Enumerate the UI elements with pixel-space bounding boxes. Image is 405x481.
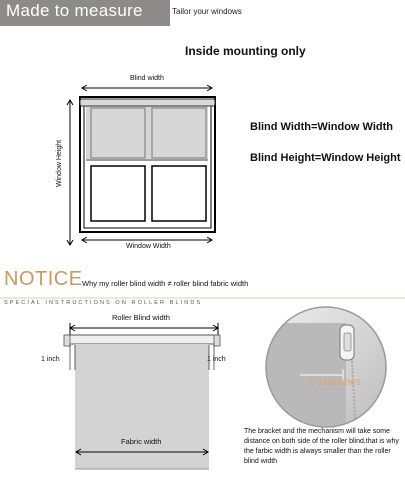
zoom-measure-label: 1-1¼inches [309,377,361,388]
right-inch-label: 1 inch [207,356,226,363]
window-pane [152,166,206,221]
left-bracket [64,335,70,346]
roller-blind-width-label: Roller Blind width [112,313,170,322]
blind-width-label: Blind width [130,75,164,82]
header-subtitle: Tailor your windows [172,7,242,16]
zoom-detail [266,307,386,435]
mounting-heading: Inside mounting only [185,44,306,58]
special-instructions: SPECIAL INSTRUCTIONS ON ROLLER BLINDS [4,300,203,306]
window-height-label: Window Height [56,139,63,187]
header-title: Made to measure [6,1,143,20]
notice-subtitle: Why my roller blind width ≠ roller blind fabric width [82,279,249,288]
fabric-width-label: Fabric width [121,437,162,446]
blind-headrail [80,99,215,106]
bracket-note: The bracket and the mechanism will take some distance on both side of the roller blind,that is why the farbic width is always smaller than the roller blind width [244,428,399,465]
right-bracket [214,335,220,346]
blind-fabric [86,103,208,161]
left-inch-label: 1 inch [41,356,60,363]
roller-fabric [75,344,209,469]
equation-height: Blind Height=Window Height [250,152,401,164]
window-pane [91,166,145,221]
notice-title: NOTICE [4,268,83,290]
window-width-label: Window Width [126,243,171,250]
roller-headrail [66,335,218,344]
equation-width: Blind Width=Window Width [250,121,393,133]
